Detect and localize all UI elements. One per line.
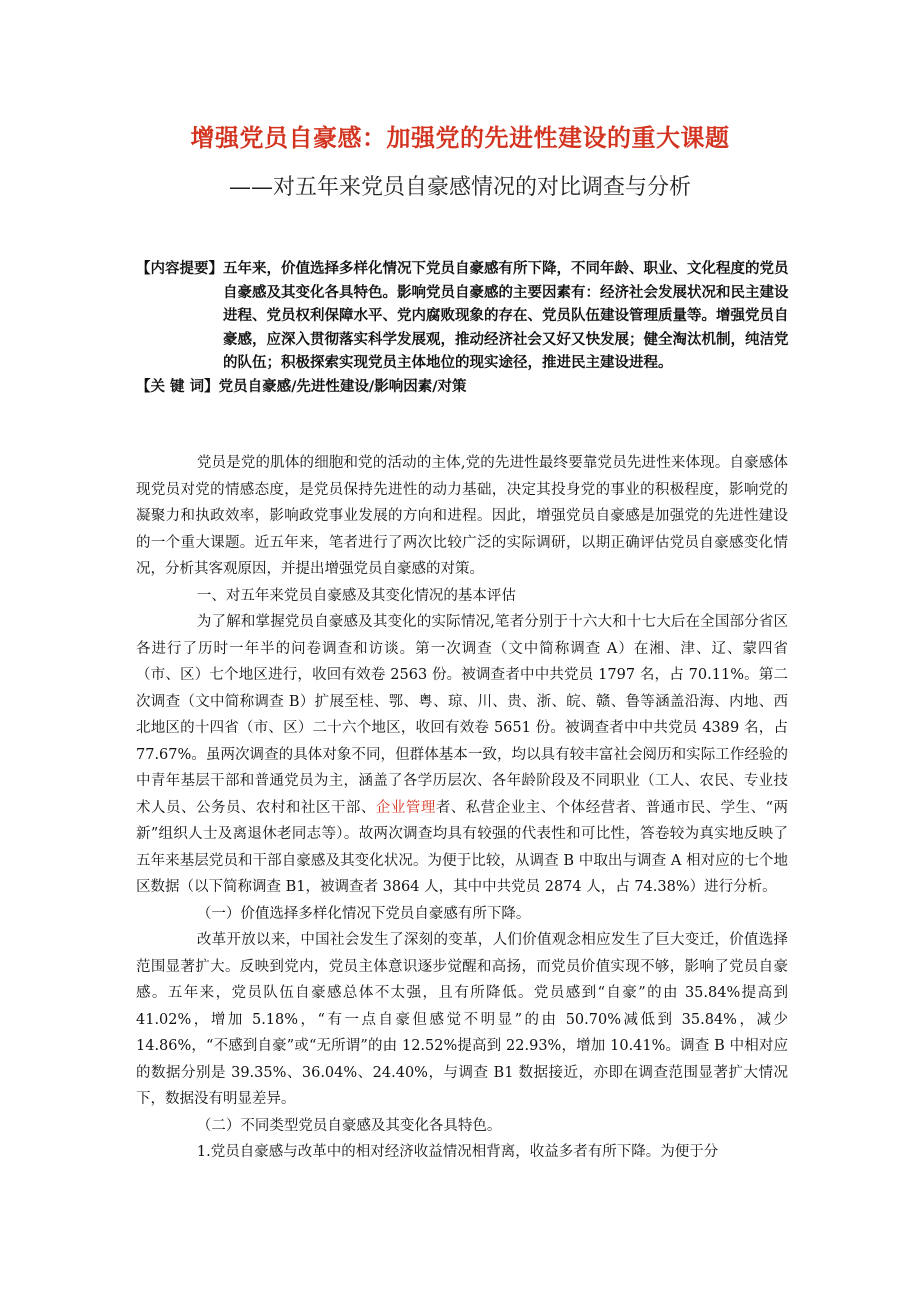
paragraph-values: 改革开放以来，中国社会发生了深刻的变革，人们价值观念相应发生了巨大变迁，价值选择范围显著扩大。反映到党内，党员主体意识逐步觉醒和高扬，而党员价值实现不够，影响了党员自豪感。五年来，党员队伍自豪感总体不太强，且有所降低。党员感到“自豪”的由 35.84%提高到 41.02%，增加 5.18%，“有一点自豪但感觉不明显”的由 50.70%减低到 35.84%，减少 14.86%，“不感到自豪”或“无所谓”的由 12.52%提高到 22.93%，增加 10.41%。调查 B 中相对应的数据分别是 39.35%、36.04%、24.40%，与调查 B1 数据接近，亦即在调查范围显著扩大情况下，数据没有明显差异。 bbox=[136, 932, 788, 1107]
paragraph-survey bbox=[136, 609, 788, 901]
abstract-text: 五年来，价值选择多样化情况下党员自豪感有所下降，不同年龄、职业、文化程度的党员自豪感及其变化各具特色。影响党员自豪感的主要因素有：经济社会发展状况和民主建设进程、党员权利保障水平、党内腐败现象的存在、党员队伍建设管理质量等。增强党员自豪感，应深入贯彻落实科学发展观，推动经济社会又好又快发展；健全淘汰机制，纯洁党的队伍；积极探索实现党员主体地位的现实途径，推进民主建设进程。 bbox=[223, 261, 789, 371]
paragraph-survey-part1: 为了解和掌握党员自豪感及其变化的实际情况,笔者分别于十六大和十七大后在全国部分省区各进行了历时一年半的问卷调查和访谈。第一次调查（文中简称调查 A）在湘、津、辽、蒙四省（市、区）七个地区进行，收回有效卷 2563 份。被调查者中中共党员 1797 名，占 70.11%。第二次调查（文中简称调查 B）扩展至桂、鄂、粤、琼、川、贵、浙、皖、赣、鲁等涵盖沿海、内地、西北地区的十四省（市、区）二十六个地区，收回有效卷 5651 份。被调查者中中共党员 4389 名，占 77.67%。虽两次调查的具体对象不同，但群体基本一致，均以具有较丰富社会阅历和实际工作经验的中青年基层干部和普通党员为主，涵盖了各学历层次、各年龄阶段及不同职业（工人、农民、专业技术人员、公务员、农村和社区干部、 bbox=[136, 614, 788, 816]
keywords-text: 党员自豪感/先进性建设/影响因素/对策 bbox=[218, 378, 467, 395]
paragraph-income: 1.党员自豪感与改革中的相对经济收益情况相背离，收益多者有所下降。为便于分 bbox=[196, 1144, 719, 1160]
document-title: 增强党员自豪感：加强党的先进性建设的重大课题 bbox=[190, 124, 730, 152]
keywords-row bbox=[136, 376, 796, 400]
document-subtitle: ——对五年来党员自豪感情况的对比调查与分析 bbox=[228, 175, 691, 200]
subsection-heading-2: （二）不同类型党员自豪感及其变化各具特色。 bbox=[196, 1117, 502, 1134]
paragraph-survey-part2: 者、私营企业主、个体经营者、普通市民、学生、“两新”组织人士及离退休老同志等）。故两次调查均具有较强的代表性和可比性，答卷较为真实地反映了五年来基层党员和干部自豪感及其变化状况。为便于比较，从调查 B 中取出与调查 A 相对应的七个地区数据（以下简称调查 B1，被调查者 3864 人，其中中共党员 2874 人，占 74.38%）进行分析。 bbox=[136, 799, 788, 895]
keywords-label: 【关 键 词】 bbox=[136, 378, 219, 395]
section-heading-1: 一、对五年来党员自豪感及其变化情况的基本评估 bbox=[196, 587, 516, 604]
document-body bbox=[136, 450, 788, 1166]
abstract-label: 【内容提要】 bbox=[136, 261, 223, 277]
abstract-row bbox=[136, 258, 796, 376]
enterprise-management-link[interactable]: 企业管理 bbox=[375, 799, 436, 816]
abstract-section bbox=[136, 258, 796, 399]
subsection-heading-1: （一）价值选择多样化情况下党员自豪感有所下降。 bbox=[196, 905, 531, 922]
paragraph-intro: 党员是党的肌体的细胞和党的活动的主体,党的先进性最终要靠党员先进性来体现。自豪感体现党员对党的情感态度，是党员保持先进性的动力基础，决定其投身党的事业的积极程度，影响党的凝聚力和执政效率，影响政党事业发展的方向和进程。因此，增强党员自豪感是加强党的先进性建设的一个重大课题。近五年来，笔者进行了两次比较广泛的实际调研，以期正确评估党员自豪感变化情况，分析其客观原因，并提出增强党员自豪感的对策。 bbox=[136, 455, 788, 577]
